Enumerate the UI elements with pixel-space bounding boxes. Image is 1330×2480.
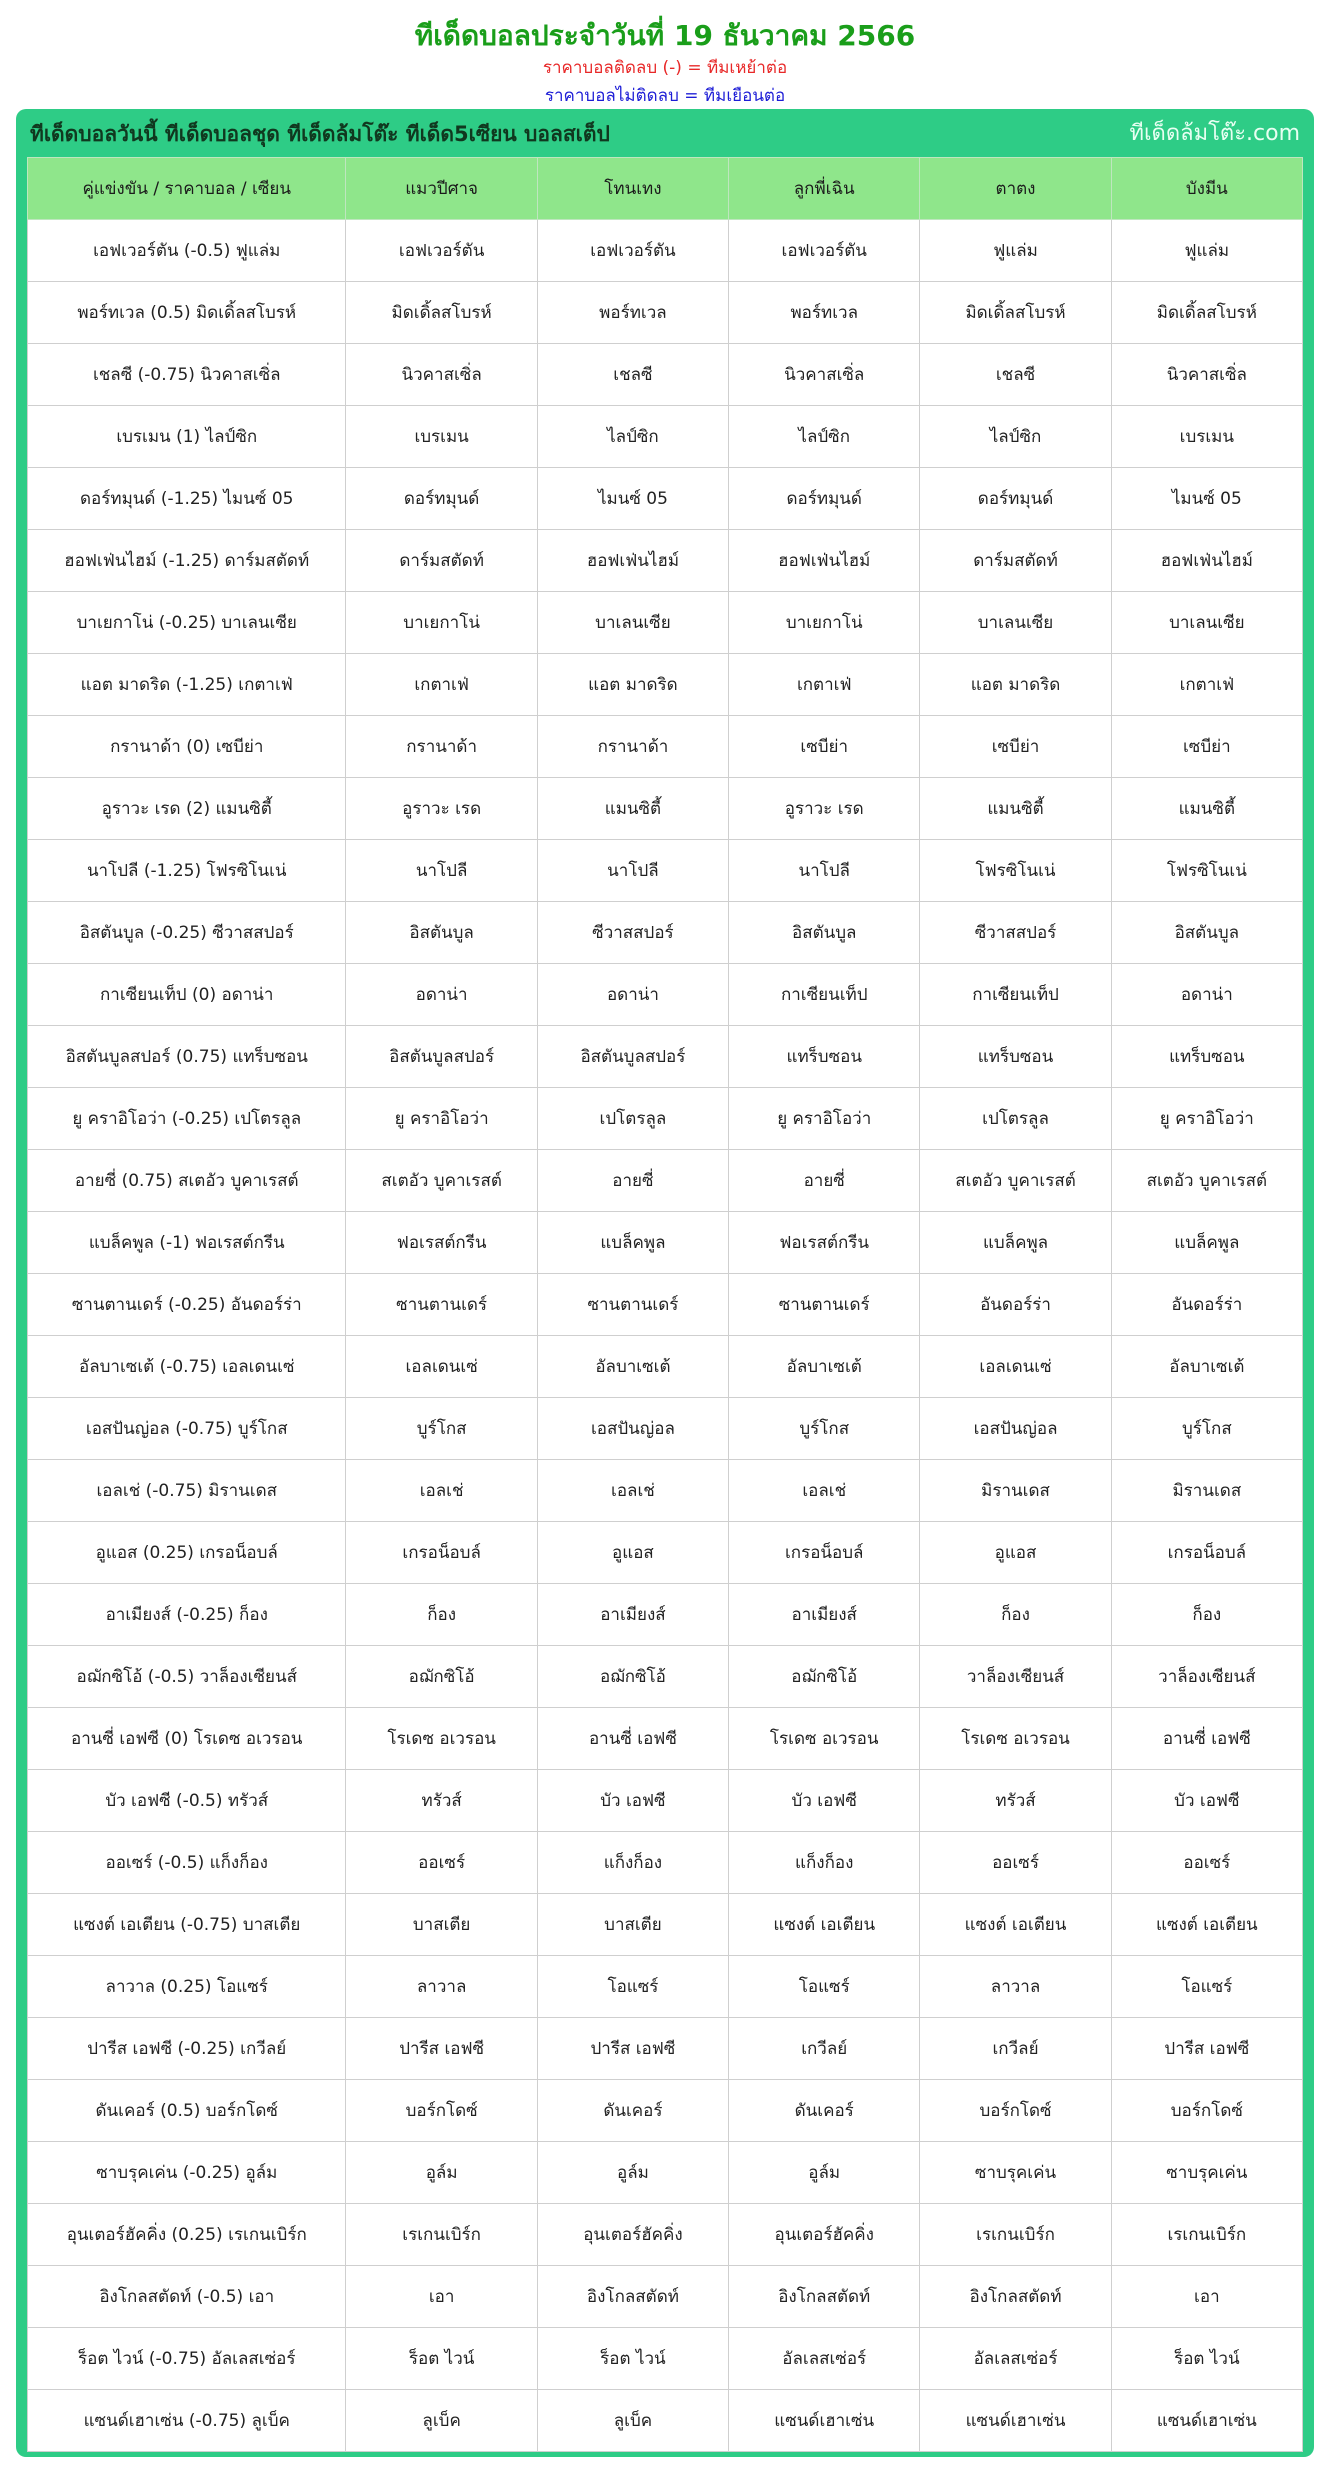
pick-cell: เกตาเฟ่: [1111, 654, 1302, 716]
pick-cell: ดาร์มสตัดท์: [346, 530, 537, 592]
match-cell: อานซี่ เอฟซี (0) โรเดซ อเวรอน: [28, 1708, 346, 1770]
column-header-expert: ตาตง: [920, 158, 1111, 220]
table-row: [28, 1832, 1303, 1894]
pick-cell: ออเซร์: [920, 1832, 1111, 1894]
pick-cell: แมนซิตี้: [537, 778, 728, 840]
pick-cell: ลาวาล: [920, 1956, 1111, 2018]
pick-cell: อิงโกลสตัดท์: [920, 2266, 1111, 2328]
match-cell: อัลบาเซเต้ (-0.75) เอลเดนเซ่: [28, 1336, 346, 1398]
pick-cell: ร็อต ไวน์: [346, 2328, 537, 2390]
table-row: [28, 1894, 1303, 1956]
table-row: [28, 220, 1303, 282]
pick-cell: บอร์กโดซ์: [1111, 2080, 1302, 2142]
pick-cell: อุนเตอร์ฮัคคิ่ง: [729, 2204, 920, 2266]
pick-cell: โรเดซ อเวรอน: [920, 1708, 1111, 1770]
match-cell: อูแอส (0.25) เกรอน็อบล์: [28, 1522, 346, 1584]
pick-cell: เอฟเวอร์ตัน: [346, 220, 537, 282]
panel-title: ทีเด็ดบอลวันนี้ ทีเด็ดบอลชุด ทีเด็ดล้มโต๊ะ ทีเด็ด5เซียน บอลสเต็ป: [30, 122, 610, 146]
pick-cell: เซบีย่า: [1111, 716, 1302, 778]
pick-cell: บาเยกาโน่: [729, 592, 920, 654]
pick-cell: บาเลนเซีย: [537, 592, 728, 654]
pick-cell: บูร์โกส: [346, 1398, 537, 1460]
pick-cell: โรเดซ อเวรอน: [729, 1708, 920, 1770]
pick-cell: นาโปลี: [537, 840, 728, 902]
table-row: [28, 1646, 1303, 1708]
pick-cell: บอร์กโดซ์: [920, 2080, 1111, 2142]
match-cell: อฌักซิโอ้ (-0.5) วาล็องเซียนส์: [28, 1646, 346, 1708]
pick-cell: ก็อง: [346, 1584, 537, 1646]
pick-cell: อดาน่า: [1111, 964, 1302, 1026]
pick-cell: ดอร์ทมุนด์: [729, 468, 920, 530]
pick-cell: ก็อง: [920, 1584, 1111, 1646]
table-row: [28, 2080, 1303, 2142]
pick-cell: บัว เอฟซี: [1111, 1770, 1302, 1832]
table-row: [28, 654, 1303, 716]
match-cell: แบล็คพูล (-1) ฟอเรสต์กรีน: [28, 1212, 346, 1274]
table-row: [28, 1088, 1303, 1150]
pick-cell: ออเซร์: [1111, 1832, 1302, 1894]
pick-cell: อูราวะ เรด: [346, 778, 537, 840]
pick-cell: ซาบรุคเค่น: [920, 2142, 1111, 2204]
pick-cell: อิสตันบูลสปอร์: [537, 1026, 728, 1088]
match-cell: ดอร์ทมุนด์ (-1.25) ไมนซ์ 05: [28, 468, 346, 530]
match-cell: อิงโกลสตัดท์ (-0.5) เอา: [28, 2266, 346, 2328]
pick-cell: เอลเดนเซ่: [346, 1336, 537, 1398]
pick-cell: อิงโกลสตัดท์: [729, 2266, 920, 2328]
table-row: [28, 344, 1303, 406]
pick-cell: อูราวะ เรด: [729, 778, 920, 840]
pick-cell: เอลเดนเซ่: [920, 1336, 1111, 1398]
table-row: [28, 1212, 1303, 1274]
pick-cell: บาเลนเซีย: [1111, 592, 1302, 654]
table-row: [28, 2018, 1303, 2080]
match-cell: แซงต์ เอเตียน (-0.75) บาสเตีย: [28, 1894, 346, 1956]
pick-cell: โรเดซ อเวรอน: [346, 1708, 537, 1770]
pick-cell: เรเกนเบิร์ก: [1111, 2204, 1302, 2266]
pick-cell: เอฟเวอร์ตัน: [537, 220, 728, 282]
table-body: [28, 220, 1303, 2452]
pick-cell: เอา: [346, 2266, 537, 2328]
pick-cell: วาล็องเซียนส์: [1111, 1646, 1302, 1708]
table-row: [28, 902, 1303, 964]
table-header-row: [28, 158, 1303, 220]
pick-cell: เกรอน็อบล์: [729, 1522, 920, 1584]
tips-panel: [16, 109, 1314, 2457]
pick-cell: แซนด์เฮาเซ่น: [1111, 2390, 1302, 2452]
match-cell: ปารีส เอฟซี (-0.25) เกวีลย์: [28, 2018, 346, 2080]
table-row: [28, 1336, 1303, 1398]
match-cell: ลาวาล (0.25) โอแซร์: [28, 1956, 346, 2018]
pick-cell: แบล็คพูล: [920, 1212, 1111, 1274]
pick-cell: อัลเลสเซ่อร์: [729, 2328, 920, 2390]
table-row: [28, 1398, 1303, 1460]
pick-cell: อายซี่: [729, 1150, 920, 1212]
pick-cell: อดาน่า: [346, 964, 537, 1026]
pick-cell: เอฟเวอร์ตัน: [729, 220, 920, 282]
pick-cell: โฟรซิโนเน่: [1111, 840, 1302, 902]
pick-cell: ปารีส เอฟซี: [1111, 2018, 1302, 2080]
pick-cell: เกรอน็อบล์: [1111, 1522, 1302, 1584]
match-cell: ซานตานเดร์ (-0.25) อันดอร์ร่า: [28, 1274, 346, 1336]
pick-cell: อิสตันบูล: [729, 902, 920, 964]
pick-cell: เกวีลย์: [920, 2018, 1111, 2080]
match-cell: ซาบรุคเค่น (-0.25) อูล์ม: [28, 2142, 346, 2204]
pick-cell: เกวีลย์: [729, 2018, 920, 2080]
pick-cell: ฟูแล่ม: [1111, 220, 1302, 282]
pick-cell: เบรเมน: [1111, 406, 1302, 468]
pick-cell: แซงต์ เอเตียน: [920, 1894, 1111, 1956]
pick-cell: บาสเตีย: [537, 1894, 728, 1956]
pick-cell: อฌักซิโอ้: [346, 1646, 537, 1708]
table-row: [28, 1770, 1303, 1832]
pick-cell: ฮอฟเฟ่นไฮม์: [729, 530, 920, 592]
table-row: [28, 2328, 1303, 2390]
pick-cell: อิสตันบูลสปอร์: [346, 1026, 537, 1088]
pick-cell: เซบีย่า: [729, 716, 920, 778]
match-cell: พอร์ทเวล (0.5) มิดเดิ้ลสโบรห์: [28, 282, 346, 344]
pick-cell: อานซี่ เอฟซี: [537, 1708, 728, 1770]
pick-cell: สเตอัว บูคาเรสต์: [346, 1150, 537, 1212]
table-row: [28, 592, 1303, 654]
table-row: [28, 1150, 1303, 1212]
pick-cell: อูล์ม: [346, 2142, 537, 2204]
pick-cell: แซนด์เฮาเซ่น: [920, 2390, 1111, 2452]
match-cell: ยู คราอิโอว่า (-0.25) เปโตรลูล: [28, 1088, 346, 1150]
table-row: [28, 406, 1303, 468]
pick-cell: เชลซี: [537, 344, 728, 406]
pick-cell: เอสปันญ่อล: [920, 1398, 1111, 1460]
pick-cell: เกตาเฟ่: [346, 654, 537, 716]
match-cell: นาโปลี (-1.25) โฟรซิโนเน่: [28, 840, 346, 902]
table-row: [28, 840, 1303, 902]
pick-cell: กรานาด้า: [346, 716, 537, 778]
pick-cell: แซนด์เฮาเซ่น: [729, 2390, 920, 2452]
pick-cell: ฟอเรสต์กรีน: [346, 1212, 537, 1274]
pick-cell: นาโปลี: [346, 840, 537, 902]
pick-cell: บาสเตีย: [346, 1894, 537, 1956]
pick-cell: อายซี่: [537, 1150, 728, 1212]
pick-cell: อาเมียงส์: [537, 1584, 728, 1646]
pick-cell: มิดเดิ้ลสโบรห์: [346, 282, 537, 344]
pick-cell: เอสปันญ่อล: [537, 1398, 728, 1460]
pick-cell: แมนซิตี้: [1111, 778, 1302, 840]
pick-cell: ดันเคอร์: [729, 2080, 920, 2142]
match-cell: เบรเมน (1) ไลป์ซิก: [28, 406, 346, 468]
pick-cell: ปารีส เอฟซี: [346, 2018, 537, 2080]
note-negative-odds: ราคาบอลติดลบ (-) = ทีมเหย้าต่อ: [542, 58, 788, 78]
pick-cell: ลูเบ็ค: [346, 2390, 537, 2452]
pick-cell: อูแอส: [920, 1522, 1111, 1584]
pick-cell: เบรเมน: [346, 406, 537, 468]
tips-table: [27, 157, 1303, 2452]
column-header-expert: แมวปีศาจ: [346, 158, 537, 220]
pick-cell: วาล็องเซียนส์: [920, 1646, 1111, 1708]
pick-cell: ซาบรุคเค่น: [1111, 2142, 1302, 2204]
pick-cell: อฌักซิโอ้: [729, 1646, 920, 1708]
column-header-expert: ลูกพี่เฉิน: [729, 158, 920, 220]
pick-cell: บอร์กโดซ์: [346, 2080, 537, 2142]
pick-cell: ดอร์ทมุนด์: [920, 468, 1111, 530]
table-row: [28, 468, 1303, 530]
pick-cell: อันดอร์ร่า: [1111, 1274, 1302, 1336]
pick-cell: เกตาเฟ่: [729, 654, 920, 716]
table-row: [28, 964, 1303, 1026]
pick-cell: เรเกนเบิร์ก: [346, 2204, 537, 2266]
pick-cell: ไลป์ซิก: [920, 406, 1111, 468]
table-row: [28, 1584, 1303, 1646]
pick-cell: มิดเดิ้ลสโบรห์: [1111, 282, 1302, 344]
column-header-expert: บังมีน: [1111, 158, 1302, 220]
pick-cell: เอลเช่: [729, 1460, 920, 1522]
pick-cell: อฌักซิโอ้: [537, 1646, 728, 1708]
match-cell: ดันเคอร์ (0.5) บอร์กโดซ์: [28, 2080, 346, 2142]
pick-cell: ก็อง: [1111, 1584, 1302, 1646]
pick-cell: นิวคาสเซิ่ล: [346, 344, 537, 406]
table-row: [28, 1026, 1303, 1088]
pick-cell: โอแซร์: [1111, 1956, 1302, 2018]
pick-cell: บูร์โกส: [729, 1398, 920, 1460]
site-watermark: ทีเด็ดล้มโต๊ะ.com: [1129, 121, 1300, 146]
pick-cell: อูแอส: [537, 1522, 728, 1584]
match-cell: เอฟเวอร์ตัน (-0.5) ฟูแล่ม: [28, 220, 346, 282]
pick-cell: ดันเคอร์: [537, 2080, 728, 2142]
pick-cell: อาเมียงส์: [729, 1584, 920, 1646]
table-row: [28, 2204, 1303, 2266]
pick-cell: ดอร์ทมุนด์: [346, 468, 537, 530]
pick-cell: สเตอัว บูคาเรสต์: [1111, 1150, 1302, 1212]
table-row: [28, 2266, 1303, 2328]
match-cell: อาเมียงส์ (-0.25) ก็อง: [28, 1584, 346, 1646]
match-cell: บัว เอฟซี (-0.5) ทรัวส์: [28, 1770, 346, 1832]
pick-cell: มิรานเดส: [1111, 1460, 1302, 1522]
pick-cell: ยู คราอิโอว่า: [729, 1088, 920, 1150]
pick-cell: โฟรซิโนเน่: [920, 840, 1111, 902]
pick-cell: ลูเบ็ค: [537, 2390, 728, 2452]
pick-cell: อูล์ม: [537, 2142, 728, 2204]
pick-cell: อัลเลสเซ่อร์: [920, 2328, 1111, 2390]
table-row: [28, 1460, 1303, 1522]
pick-cell: อัลบาเซเต้: [537, 1336, 728, 1398]
pick-cell: ไลป์ซิก: [729, 406, 920, 468]
pick-cell: อดาน่า: [537, 964, 728, 1026]
match-cell: อูราวะ เรด (2) แมนซิตี้: [28, 778, 346, 840]
pick-cell: ร็อต ไวน์: [1111, 2328, 1302, 2390]
pick-cell: ฮอฟเฟ่นไฮม์: [1111, 530, 1302, 592]
pick-cell: แทร็บซอน: [920, 1026, 1111, 1088]
pick-cell: อิงโกลสตัดท์: [537, 2266, 728, 2328]
match-cell: อายซี่ (0.75) สเตอัว บูคาเรสต์: [28, 1150, 346, 1212]
match-cell: เอสปันญ่อล (-0.75) บูร์โกส: [28, 1398, 346, 1460]
match-cell: ออเซร์ (-0.5) แก็งก็อง: [28, 1832, 346, 1894]
pick-cell: เอลเช่: [537, 1460, 728, 1522]
match-cell: อิสตันบูล (-0.25) ซีวาสสปอร์: [28, 902, 346, 964]
pick-cell: ออเซร์: [346, 1832, 537, 1894]
pick-cell: นาโปลี: [729, 840, 920, 902]
pick-cell: แก็งก็อง: [729, 1832, 920, 1894]
panel-header: [30, 115, 1300, 153]
pick-cell: แบล็คพูล: [537, 1212, 728, 1274]
pick-cell: ทรัวส์: [920, 1770, 1111, 1832]
pick-cell: ซานตานเดร์: [346, 1274, 537, 1336]
pick-cell: อานซี่ เอฟซี: [1111, 1708, 1302, 1770]
pick-cell: บัว เอฟซี: [537, 1770, 728, 1832]
pick-cell: เปโตรลูล: [537, 1088, 728, 1150]
pick-cell: แก็งก็อง: [537, 1832, 728, 1894]
pick-cell: กาเซียนเท็ป: [920, 964, 1111, 1026]
pick-cell: ร็อต ไวน์: [537, 2328, 728, 2390]
pick-cell: บัว เอฟซี: [729, 1770, 920, 1832]
pick-cell: แบล็คพูล: [1111, 1212, 1302, 1274]
pick-cell: ฟอเรสต์กรีน: [729, 1212, 920, 1274]
pick-cell: บาเลนเซีย: [920, 592, 1111, 654]
pick-cell: เปโตรลูล: [920, 1088, 1111, 1150]
pick-cell: ซีวาสสปอร์: [920, 902, 1111, 964]
match-cell: เชลซี (-0.75) นิวคาสเซิ่ล: [28, 344, 346, 406]
match-cell: กรานาด้า (0) เซบีย่า: [28, 716, 346, 778]
table-row: [28, 282, 1303, 344]
table-row: [28, 1956, 1303, 2018]
table-row: [28, 2142, 1303, 2204]
pick-cell: อัลบาเซเต้: [729, 1336, 920, 1398]
pick-cell: อูล์ม: [729, 2142, 920, 2204]
pick-cell: ปารีส เอฟซี: [537, 2018, 728, 2080]
pick-cell: แอต มาดริด: [920, 654, 1111, 716]
pick-cell: ไลป์ซิก: [537, 406, 728, 468]
pick-cell: ลาวาล: [346, 1956, 537, 2018]
pick-cell: ยู คราอิโอว่า: [346, 1088, 537, 1150]
note-positive-odds: ราคาบอลไม่ติดลบ = ทีมเยือนต่อ: [544, 86, 786, 106]
pick-cell: ซานตานเดร์: [537, 1274, 728, 1336]
pick-cell: โอแซร์: [537, 1956, 728, 2018]
match-cell: ร็อต ไวน์ (-0.75) อัลเลสเซ่อร์: [28, 2328, 346, 2390]
column-header-expert: โทนเทง: [537, 158, 728, 220]
pick-cell: แซงต์ เอเตียน: [729, 1894, 920, 1956]
pick-cell: นิวคาสเซิ่ล: [729, 344, 920, 406]
table-row: [28, 2390, 1303, 2452]
pick-cell: นิวคาสเซิ่ล: [1111, 344, 1302, 406]
pick-cell: อุนเตอร์ฮัคคิ่ง: [537, 2204, 728, 2266]
pick-cell: แซงต์ เอเตียน: [1111, 1894, 1302, 1956]
pick-cell: บูร์โกส: [1111, 1398, 1302, 1460]
match-cell: อิสตันบูลสปอร์ (0.75) แทร็บซอน: [28, 1026, 346, 1088]
match-cell: แอต มาดริด (-1.25) เกตาเฟ่: [28, 654, 346, 716]
pick-cell: มิดเดิ้ลสโบรห์: [920, 282, 1111, 344]
pick-cell: อัลบาเซเต้: [1111, 1336, 1302, 1398]
page-title: ทีเด็ดบอลประจำวันที่ 19 ธันวาคม 2566: [414, 19, 916, 52]
pick-cell: พอร์ทเวล: [729, 282, 920, 344]
pick-cell: เชลซี: [920, 344, 1111, 406]
table-row: [28, 530, 1303, 592]
column-header-match: คู่แข่งขัน / ราคาบอล / เซียน: [28, 158, 346, 220]
match-cell: กาเซียนเท็ป (0) อดาน่า: [28, 964, 346, 1026]
table-row: [28, 1274, 1303, 1336]
table-row: [28, 1522, 1303, 1584]
pick-cell: เซบีย่า: [920, 716, 1111, 778]
match-cell: อุนเตอร์ฮัคคิ่ง (0.25) เรเกนเบิร์ก: [28, 2204, 346, 2266]
pick-cell: บาเยกาโน่: [346, 592, 537, 654]
pick-cell: แทร็บซอน: [729, 1026, 920, 1088]
pick-cell: ดาร์มสตัดท์: [920, 530, 1111, 592]
pick-cell: ซานตานเดร์: [729, 1274, 920, 1336]
pick-cell: แอต มาดริด: [537, 654, 728, 716]
pick-cell: ยู คราอิโอว่า: [1111, 1088, 1302, 1150]
pick-cell: โอแซร์: [729, 1956, 920, 2018]
match-cell: บาเยกาโน่ (-0.25) บาเลนเซีย: [28, 592, 346, 654]
pick-cell: อิสตันบูล: [1111, 902, 1302, 964]
pick-cell: ไมนซ์ 05: [537, 468, 728, 530]
match-cell: ฮอฟเฟ่นไฮม์ (-1.25) ดาร์มสตัดท์: [28, 530, 346, 592]
pick-cell: แมนซิตี้: [920, 778, 1111, 840]
pick-cell: เอลเช่: [346, 1460, 537, 1522]
pick-cell: สเตอัว บูคาเรสต์: [920, 1150, 1111, 1212]
pick-cell: อิสตันบูล: [346, 902, 537, 964]
pick-cell: เอา: [1111, 2266, 1302, 2328]
match-cell: แซนด์เฮาเซ่น (-0.75) ลูเบ็ค: [28, 2390, 346, 2452]
pick-cell: ฟูแล่ม: [920, 220, 1111, 282]
pick-cell: เรเกนเบิร์ก: [920, 2204, 1111, 2266]
pick-cell: เกรอน็อบล์: [346, 1522, 537, 1584]
pick-cell: ฮอฟเฟ่นไฮม์: [537, 530, 728, 592]
pick-cell: มิรานเดส: [920, 1460, 1111, 1522]
match-cell: เอลเช่ (-0.75) มิรานเดส: [28, 1460, 346, 1522]
pick-cell: พอร์ทเวล: [537, 282, 728, 344]
table-row: [28, 778, 1303, 840]
pick-cell: อันดอร์ร่า: [920, 1274, 1111, 1336]
pick-cell: ซีวาสสปอร์: [537, 902, 728, 964]
pick-cell: กาเซียนเท็ป: [729, 964, 920, 1026]
table-row: [28, 716, 1303, 778]
pick-cell: แทร็บซอน: [1111, 1026, 1302, 1088]
pick-cell: ไมนซ์ 05: [1111, 468, 1302, 530]
pick-cell: กรานาด้า: [537, 716, 728, 778]
table-row: [28, 1708, 1303, 1770]
pick-cell: ทรัวส์: [346, 1770, 537, 1832]
